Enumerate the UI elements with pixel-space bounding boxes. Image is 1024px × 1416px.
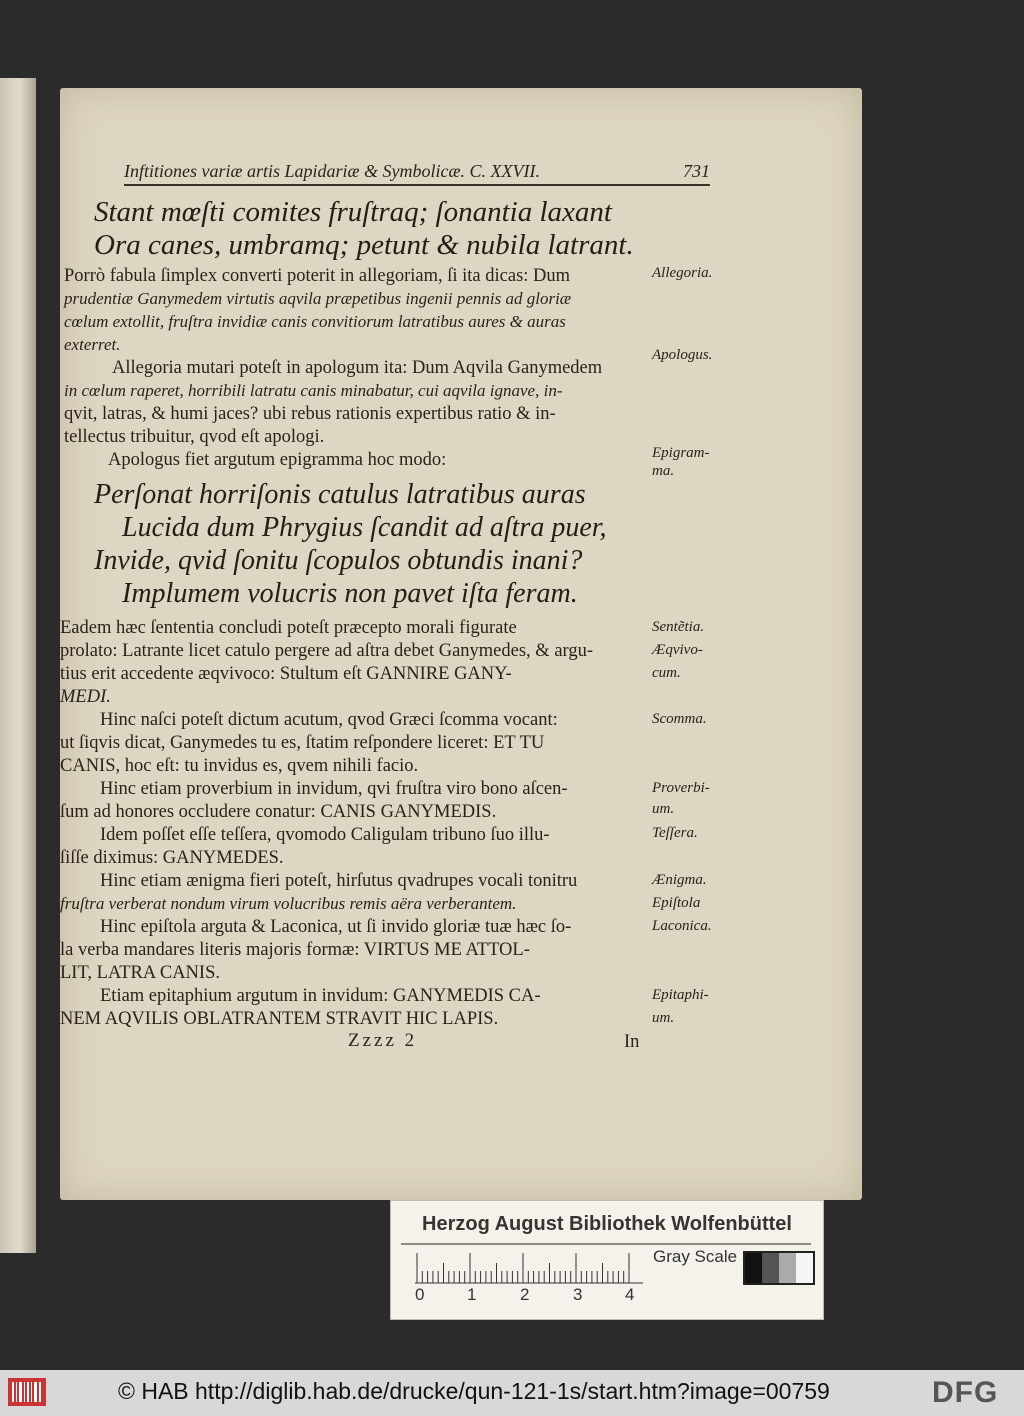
- gray-scale-swatches: [743, 1251, 815, 1285]
- ruler-label: 4: [625, 1285, 635, 1304]
- text-line: ſiſſe diximus: GANYMEDES.: [60, 848, 284, 868]
- verse-line: Stant mœſti comites fruſtraq; ſonantia laxant: [94, 196, 612, 228]
- ruler-label: 1: [467, 1285, 477, 1304]
- margin-note: Allegoria.: [652, 265, 713, 281]
- gray-scale-label: Gray Scale: [653, 1247, 738, 1266]
- gray-swatch: [745, 1253, 762, 1283]
- text-line: ſum ad honores occludere conatur: CANIS GANYMEDIS.: [60, 802, 497, 822]
- text-line: Hinc etiam ænigma fieri poteſt, hirſutus qvadrupes vocali tonitru: [100, 871, 578, 891]
- signature-mark: Zzzz 2: [348, 1030, 418, 1051]
- text-line: Apologus fiet argutum epigramma hoc modo:: [108, 450, 447, 470]
- ruler-scale: [415, 1249, 643, 1285]
- margin-note: cum.: [652, 665, 681, 681]
- margin-note: Apologus.: [652, 347, 713, 363]
- margin-note: Epigram-: [652, 445, 710, 461]
- text-line: exterret.: [64, 335, 121, 354]
- text-line: tius erit accedente æqvivoco: Stultum eſt GANNIRE GANY-: [60, 664, 512, 684]
- running-head: [124, 161, 710, 186]
- margin-note: Proverbi-: [652, 780, 710, 796]
- text-line: prolato: Latrante licet catulo pergere ad aſtra debet Ganymedes, & argu-: [60, 641, 594, 661]
- margin-note: Laconica.: [652, 918, 712, 934]
- text-line: Etiam epitaphium argutum in invidum: GANYMEDIS CA-: [100, 986, 541, 1006]
- margin-note: Sentẽtia.: [652, 619, 705, 635]
- text-line: Hinc etiam proverbium in invidum, qvi fruſtra viro bono aſcen-: [100, 779, 568, 799]
- running-head-title: Inftitiones variæ artis Lapidariæ & Symbolicæ. C. XXVII.: [124, 161, 540, 181]
- text-line: prudentiæ Ganymedem virtutis aqvila præpetibus ingenii pennis ad gloriæ: [64, 289, 572, 308]
- text-line: ut ſiqvis dicat, Ganymedes tu es, ſtatim reſpondere liceret: ET TU: [60, 733, 545, 753]
- ruler-label: 2: [520, 1285, 530, 1304]
- text-line: Idem poſſet eſſe teſſera, qvomodo Caligulam tribuno ſuo illu-: [100, 825, 550, 845]
- gray-swatch: [779, 1253, 796, 1283]
- card-divider: [401, 1243, 811, 1245]
- text-line: cœlum extollit, fruſtra invidiæ canis convitiorum latratibus aures & auras: [64, 312, 566, 331]
- verse-line: Invide, qvid ſonitu ſcopulos obtundis inani?: [94, 545, 583, 576]
- text-line: Allegoria mutari poteſt in apologum ita: Dum Aqvila Ganymedem: [112, 358, 603, 378]
- book-page: [60, 88, 862, 1200]
- verse-line: Perſonat horriſonis catulus latratibus auras: [94, 479, 586, 510]
- verse-line: Implumem volucris non pavet iſta feram.: [122, 578, 578, 609]
- library-name: Herzog August Bibliothek Wolfenbüttel: [422, 1213, 792, 1235]
- catchword: In: [624, 1032, 640, 1052]
- margin-note: um.: [652, 801, 675, 817]
- copyright-url[interactable]: © HAB http://diglib.hab.de/drucke/qun-121-1s/start.htm?image=00759: [118, 1378, 830, 1404]
- verse-line: Lucida dum Phrygius ſcandit ad aſtra puer,: [122, 512, 607, 543]
- text-line: MEDI.: [60, 687, 111, 707]
- text-line: Eadem hæc ſententia concludi poteſt præcepto morali figurate: [60, 618, 517, 638]
- ruler-label: 3: [573, 1285, 583, 1304]
- text-line: CANIS, hoc eſt: tu invidus es, qvem nihili facio.: [60, 756, 419, 776]
- dfg-logo: DFG: [932, 1376, 999, 1409]
- text-line: in cœlum raperet, horribili latratu canis minabatur, cui aqvila ignave, in-: [64, 381, 563, 400]
- library-scale-card: [390, 1200, 824, 1320]
- text-line: fruſtra verberat nondum virum volucribus remis aëra verberantem.: [60, 894, 517, 913]
- facing-page-edge: [0, 78, 36, 1253]
- text-line: tellectus tribuitur, qvod eſt apologi.: [64, 427, 325, 447]
- ruler-label: 0: [415, 1285, 425, 1304]
- barcode-icon: [8, 1378, 46, 1406]
- footer-bar: [0, 1370, 1024, 1416]
- margin-note: Scomma.: [652, 711, 707, 727]
- margin-note: ma.: [652, 463, 675, 479]
- margin-note: Epiſtola: [652, 895, 701, 911]
- gray-swatch: [796, 1253, 813, 1283]
- margin-note: Teſſera.: [652, 825, 698, 841]
- text-line: la verba mandares literis majoris formæ: VIRTUS ME ATTOL-: [60, 940, 530, 960]
- text-line: Hinc epiſtola arguta & Laconica, ut ſi invido gloriæ tuæ hæc ſo-: [100, 917, 572, 937]
- text-line: LIT, LATRA CANIS.: [60, 963, 220, 983]
- text-line: qvit, latras, & humi jaces? ubi rebus rationis expertibus ratio & in-: [64, 404, 556, 424]
- margin-note: Ænigma.: [652, 872, 707, 888]
- verse-line: Ora canes, umbramq; petunt & nubila latrant.: [94, 229, 634, 261]
- gray-swatch: [762, 1253, 779, 1283]
- margin-note: um.: [652, 1010, 675, 1026]
- margin-note: Æqvivo-: [652, 642, 703, 658]
- margin-note: Epitaphi-: [652, 987, 709, 1003]
- ruler-labels: [415, 1285, 645, 1307]
- text-line: Hinc naſci poteſt dictum acutum, qvod Græci ſcomma vocant:: [100, 710, 558, 730]
- page-number: 731: [683, 161, 710, 181]
- text-line: Porrò fabula ſimplex converti poterit in allegoriam, ſi ita dicas: Dum: [64, 266, 571, 286]
- text-line: NEM AQVILIS OBLATRANTEM STRAVIT HIC LAPIS.: [60, 1009, 499, 1029]
